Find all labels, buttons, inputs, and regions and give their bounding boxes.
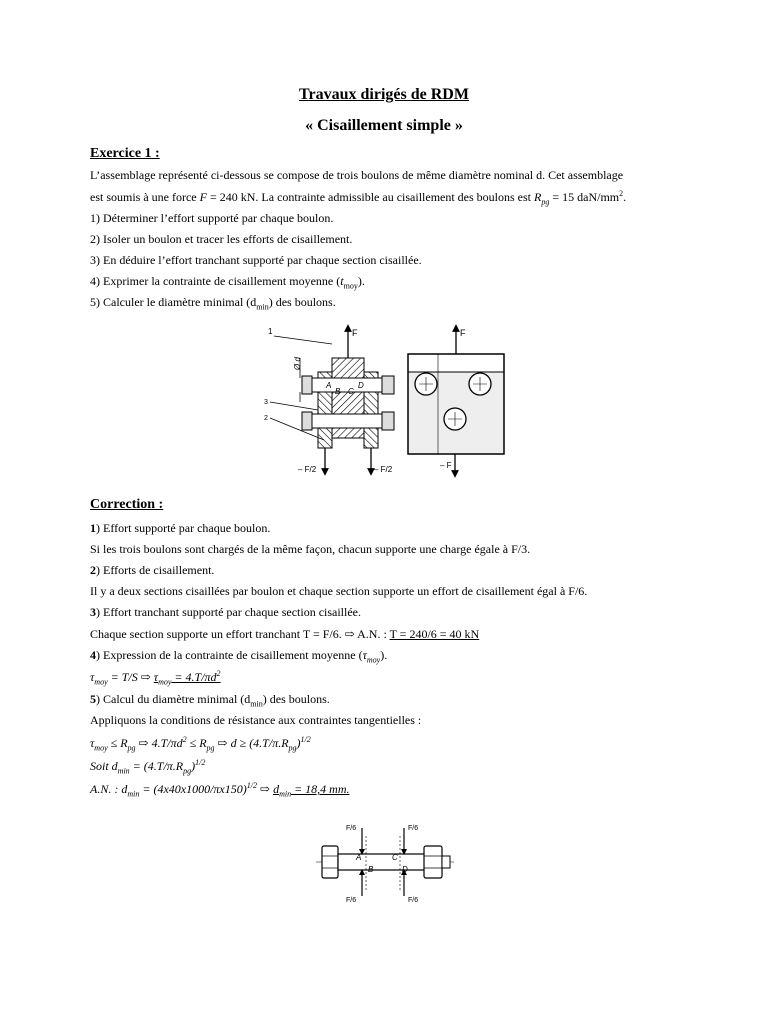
moy-subscript: moy (343, 281, 358, 291)
step-body: Chaque section supporte un effort tranchant T = F/6. ⇨ A.N. : (90, 627, 390, 641)
correction-2-title (90, 563, 214, 577)
point-d-label: D (402, 865, 408, 874)
step-number: 3 (90, 605, 96, 619)
formula-text: ⇨ (257, 782, 274, 796)
formula-text: Soit d (90, 759, 118, 773)
exponent: 1/2 (246, 781, 257, 790)
formula-numeric (90, 781, 350, 799)
step-number: 4 (90, 648, 96, 662)
formula-text: ) (191, 759, 196, 773)
correction-1-title (90, 521, 270, 535)
step-title: ) Effort tranchant supporté par chaque section cisaillée. (96, 605, 362, 619)
correction-3-body (90, 627, 479, 641)
step-title: ) Expression de la contrainte de cisaillement moyenne ( (96, 648, 363, 662)
subscript: min (117, 766, 130, 776)
tau-symbol: τ (90, 670, 95, 684)
question-text: 4) Exprimer la contrainte de cisaillement moyenne ( (90, 274, 341, 288)
tau-symbol: τ (362, 648, 367, 662)
step-title: ) Effort supporté par chaque boulon. (96, 521, 271, 535)
page-subtitle: « Cisaillement simple » (305, 117, 463, 134)
formula-result: = 18,4 mm. (291, 782, 350, 796)
force-label-top-right: F/6 (408, 825, 419, 832)
formula-text: ⇨ 4.T/πd (135, 736, 183, 750)
question-text: 5) Calculer le diamètre minimal (d (90, 295, 257, 309)
part-3-label: 3 (264, 399, 268, 406)
force-symbol: F (199, 190, 207, 204)
formula-text: ≤ R (186, 736, 207, 750)
subscript: pg (127, 743, 136, 753)
step-number: 2 (90, 563, 96, 577)
assembly-figure (262, 322, 512, 482)
step-title: ) Calcul du diamètre minimal (d (96, 692, 251, 706)
section-view (264, 327, 394, 474)
question-3: 3) En déduire l’effort tranchant supporté par chaque section cisaillée. (90, 253, 422, 267)
subscript: pg (206, 743, 215, 753)
step-title: ). (380, 648, 388, 662)
formula-text: = T/S ⇨ (107, 670, 154, 684)
page-title: Travaux dirigés de RDM (299, 86, 469, 103)
formula-result: = 4.T/πd (171, 670, 217, 684)
step-title: ) des boulons. (262, 692, 330, 706)
formula-result: d (273, 782, 280, 796)
front-view (408, 328, 504, 474)
question-4 (90, 274, 365, 291)
min-subscript: min (250, 699, 263, 709)
question-text: ) des boulons. (268, 295, 336, 309)
subscript: min (127, 789, 140, 799)
exercise-heading: Exercice 1 : (90, 146, 160, 161)
result-value: T = 240/6 = 40 kN (389, 627, 480, 641)
correction-5-title (90, 692, 330, 709)
intro-text: = 240 kN. La contrainte admissible au cisaillement des boulons est (206, 190, 535, 204)
subscript: moy (94, 743, 108, 753)
question-1: 1) Déterminer l’effort supporté par chaque boulon. (90, 211, 334, 225)
intro-text: est soumis à une force (90, 190, 200, 204)
point-a-label: A (356, 853, 362, 862)
formula-tau-moy (90, 669, 221, 687)
correction-2-body: Il y a deux sections cisaillées par boulon et chaque section supporte un effort de cisaillement égal à F/6. (90, 584, 588, 598)
correction-5-body: Appliquons la conditions de résistance aux contraintes tangentielles : (90, 713, 422, 727)
intro-text: = 15 daN/mm (549, 190, 620, 204)
point-b-label: B (335, 387, 341, 396)
diameter-label: Ø d (293, 357, 302, 370)
exercise-intro-line-2 (90, 189, 627, 207)
tau-symbol: t (340, 274, 344, 288)
point-a-label: A (326, 381, 332, 390)
force-label: F (352, 328, 358, 338)
min-subscript: min (256, 302, 269, 312)
part-1-label: 1 (268, 327, 273, 336)
question-5 (90, 295, 336, 312)
tau-symbol: τ (153, 670, 159, 684)
subscript: min (279, 789, 292, 799)
moy-subscript: moy (366, 655, 381, 665)
force-label-right: F (460, 328, 466, 338)
step-number: 1 (90, 521, 96, 535)
exponent: 1/2 (195, 758, 206, 767)
exponent: 1/2 (300, 735, 311, 744)
half-force-left-label: – F/2 (298, 465, 317, 474)
correction-heading: Correction : (90, 497, 164, 512)
correction-1-body: Si les trois boulons sont chargés de la même façon, chacun supporte une charge égale à F/3. (90, 542, 531, 556)
exercise-intro-line-1 (90, 168, 623, 182)
rpg-symbol: R (534, 190, 542, 204)
bolt-figure (316, 820, 456, 904)
minus-force-label: – F (440, 461, 452, 470)
correction-4-title (90, 648, 388, 665)
formula-text: ≤ R (107, 736, 128, 750)
force-label-bottom-left: F/6 (346, 897, 357, 904)
point-c-label: C (348, 387, 354, 396)
point-b-label: B (368, 865, 374, 874)
formula-text: A.N. : d (90, 782, 128, 796)
force-label-top-left: F/6 (346, 825, 357, 832)
formula-dmin (90, 758, 206, 776)
unit-exponent: 2 (619, 189, 624, 198)
formula-text: = (4x40x1000/πx150) (139, 782, 247, 796)
step-title: ) Efforts de cisaillement. (96, 563, 215, 577)
formula-condition (90, 735, 311, 753)
force-label-bottom-right: F/6 (408, 897, 419, 904)
question-2: 2) Isoler un boulon et tracer les efforts de cisaillement. (90, 232, 353, 246)
correction-3-title (90, 605, 361, 619)
step-number: 5 (90, 692, 96, 706)
formula-text: = (4.T/π.R (129, 759, 184, 773)
intro-text: . (623, 190, 627, 204)
point-d-label: D (358, 381, 364, 390)
subscript: pg (183, 766, 192, 776)
exercise-intro-text: L’assemblage représenté ci-dessous se compose de trois boulons de même diamètre nominal d. Cet assemblage (90, 168, 624, 182)
rpg-subscript: pg (541, 197, 550, 207)
exponent: 2 (216, 669, 221, 678)
moy-subscript: moy (94, 677, 108, 687)
moy-subscript: moy (158, 677, 172, 687)
point-c-label: C (392, 853, 398, 862)
formula-text: ⇨ d ≥ (4.T/π.R (214, 736, 289, 750)
question-text: ). (357, 274, 365, 288)
exponent: 2 (182, 735, 187, 744)
formula-text: ) (296, 736, 301, 750)
subscript: pg (288, 743, 297, 753)
half-force-right-label: – F/2 (374, 465, 393, 474)
tau-symbol: τ (90, 736, 95, 750)
part-2-label: 2 (264, 415, 268, 422)
